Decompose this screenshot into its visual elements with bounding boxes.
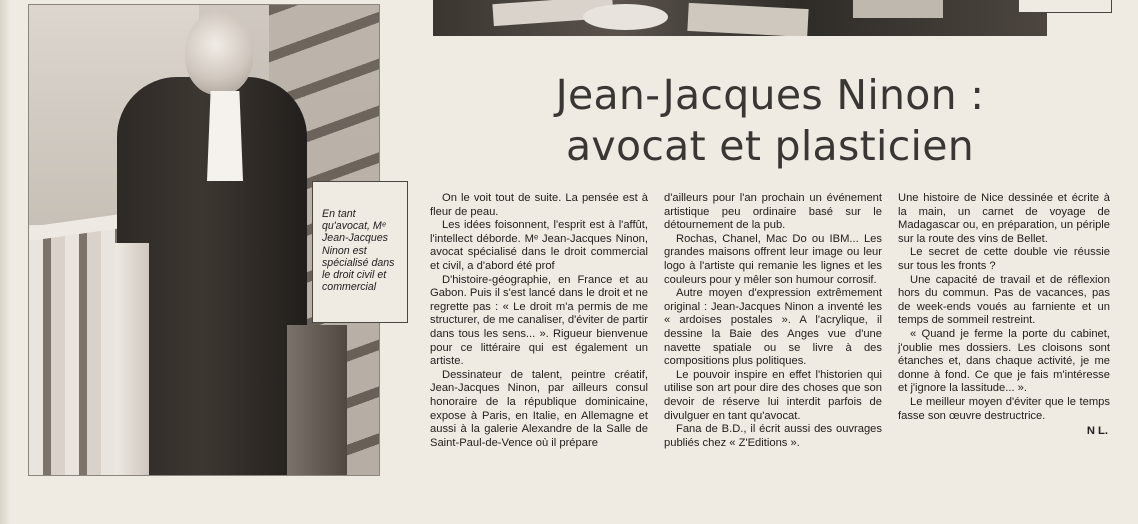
- paragraph: Fana de B.D., il écrit aussi des ouvrages publiés chez « Z'Editions ».: [664, 423, 882, 449]
- paragraph: d'ailleurs pour l'an prochain un événement artistique peu ordinaire basé sur le détournement de la pub.: [664, 192, 882, 232]
- caption-text: En tant qu'avocat, Mᵉ Jean-Jacques Ninon est spécialisé dans le droit civil et commercial: [322, 208, 395, 294]
- paragraph: Le meilleur moyen d'éviter que le temps fasse son œuvre destructrice.: [898, 395, 1110, 422]
- article-column-1: [430, 192, 648, 450]
- headline-line-2: avocat et plasticien: [565, 122, 975, 170]
- paragraph: « Quand je ferme la porte du cabinet, j'oublie mes dossiers. Les cloisons sont étanches et, dans chaque activité, je me donne à fond. Ce que je fais m'intéresse et j'ignore la lassitude... ».: [898, 327, 1110, 395]
- paragraph: Les idées foisonnent, l'esprit est à l'affût, l'intellect déborde. Mᵉ Jean-Jacques Ninon, avocat spécialisé dans le droit commercial et civil, a d'abord été prof: [430, 219, 648, 272]
- page-edge: [0, 0, 10, 524]
- paragraph: Une histoire de Nice dessinée et écrite à la main, un carnet de voyage de Madagascar ou, en préparation, un périple sur la route des vins de Bellet.: [898, 192, 1110, 245]
- paragraph: Le secret de cette double vie réussie sur tous les fronts ?: [898, 246, 1110, 272]
- article-column-3: [898, 192, 1110, 439]
- photo-caption: [312, 181, 408, 323]
- paragraph: D'histoire-géographie, en France et au Gabon. Puis il s'est lancé dans le droit et ne regrette pas : « Le droit m'a permis de me structurer, de me canaliser, d'éviter de partir dans tous les sens... ». Rigueur bienvenue pour ce littéraire qui est également un artiste.: [430, 273, 648, 368]
- author-signature: N L.: [1086, 425, 1108, 438]
- headline-line-1: Jean-Jacques Ninon :: [555, 71, 985, 119]
- article-column-2: [664, 192, 882, 450]
- article-headline: [430, 70, 1110, 172]
- paragraph: Le pouvoir inspire en effet l'historien qui utilise son art pour dire des choses que son devoir de réserve lui interdit parfois de divulguer en tant qu'avocat.: [664, 368, 882, 422]
- paragraph: Une capacité de travail et de réflexion hors du commun. Pas de vacances, pas de week-ends voués au farniente et un temps de sommeil restreint.: [898, 273, 1110, 327]
- paragraph: Rochas, Chanel, Mac Do ou IBM... Les grandes maisons offrent leur image ou leur logo à l'artiste qui remanie les lignes et les couleurs pour y mêler son humour corrosif.: [664, 232, 882, 286]
- paragraph: Dessinateur de talent, peintre créatif, Jean-Jacques Ninon, par ailleurs consul honoraire de la république dominicaine, expose à Paris, en Italie, en Allemagne et aussi à la galerie Alexandre de la Salle de Saint-Paul-de-Vence où il prépare: [430, 368, 648, 449]
- paragraph: Autre moyen d'expression extrêmement original : Jean-Jacques Ninon a inventé les « ardoises postales ». A l'acrylique, il dessine la Baie des Anges vue d'une navette spatiale ou se livre à des compositions plus politiques.: [664, 287, 882, 368]
- top-photo-strip: [433, 0, 1047, 36]
- paragraph: On le voit tout de suite. La pensée est à fleur de peau.: [430, 192, 648, 218]
- top-right-frame: [1018, 0, 1112, 13]
